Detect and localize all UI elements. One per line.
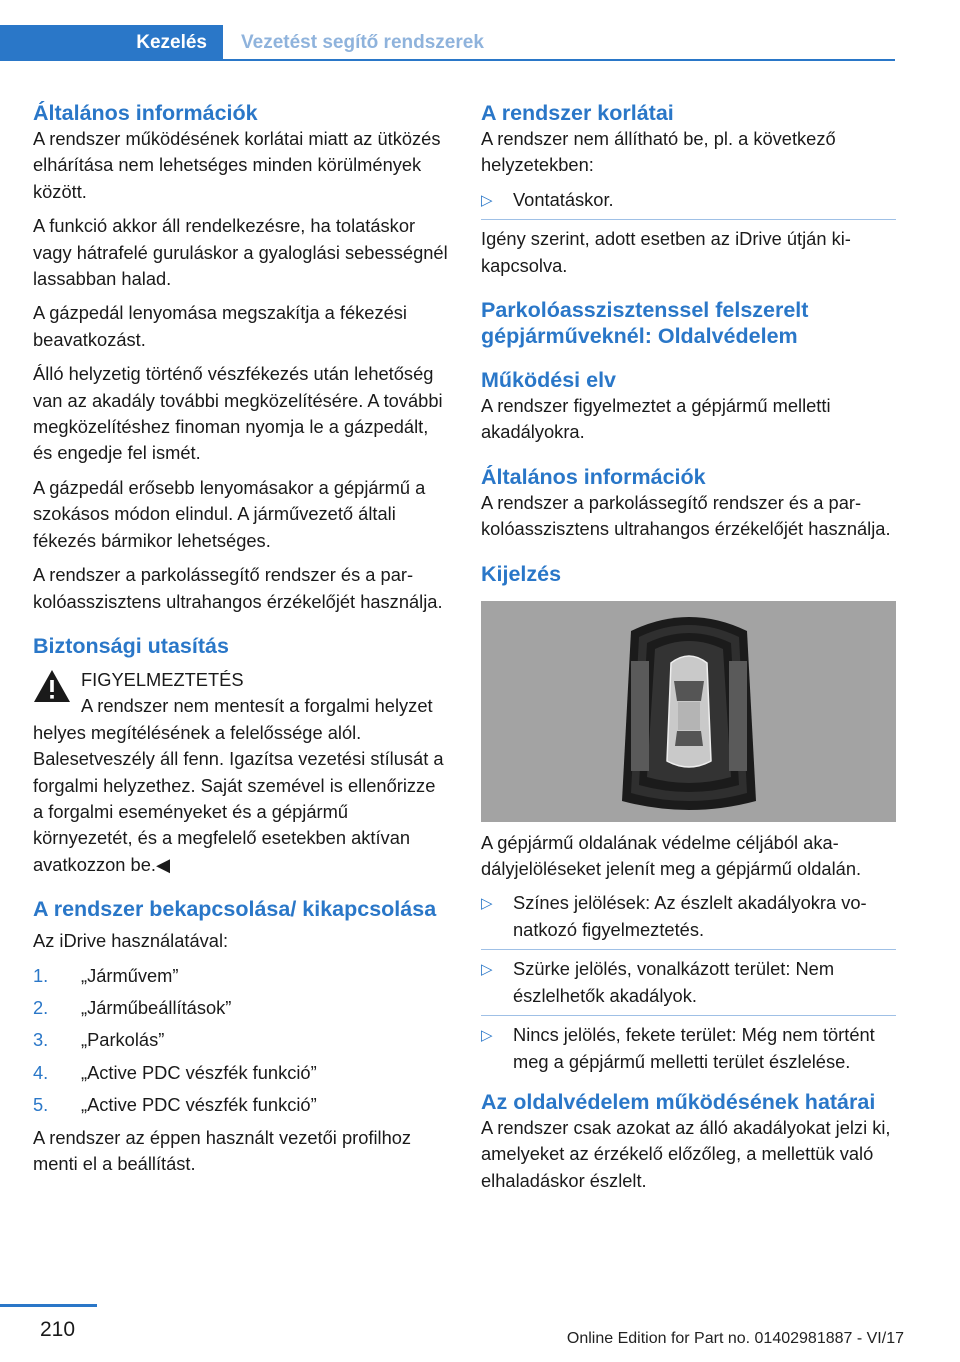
- paragraph: A funkció akkor áll rendelkezésre, ha tolatáskor vagy hátrafelé guruláskor a gyaloglási sebességnél lassabban halad.: [33, 215, 448, 290]
- step-number: 1.: [33, 964, 49, 986]
- warning-text-content: A rendszer nem mentesít a forgalmi helyzet helyes megítélésének a felelőssége alól. Balesetveszély áll fenn. Igazítsa vezetési stílusát a forgalmi helyzethez. Saját szemével is ellenőrizze a forgalmi eseményeket és a gépjármű környezetét, és a megfelelő esetekben aktívan avatkozzon be.◀: [33, 695, 444, 875]
- step-number: 5.: [33, 1094, 49, 1116]
- parking-display-figure: [481, 601, 896, 822]
- paragraph: A rendszer csak azokat az álló akadályokat jelzi ki, amelyeket az érzékelő előzőleg, a mellettük való elhaladáskor észlelt.: [481, 1116, 891, 1191]
- chapter-title: Vezetést segítő rendszerek: [241, 32, 484, 53]
- paragraph: A rendszer az éppen használt vezetői profilhoz menti el a beállítást.: [33, 1126, 412, 1174]
- paragraph: A rendszer nem állítható be, pl. a következő helyzetekben:: [481, 128, 836, 176]
- paragraph: A rendszer a parkolássegítő rendszer és a parkolóasszisztens ultrahangos érzékelőjét használja.: [481, 491, 891, 540]
- heading-safety: Biztonsági utasítás: [33, 633, 229, 658]
- paragraph: A rendszer működésének korlátai miatt az ütközés elhárítása nem lehetséges minden körülmények között.: [33, 128, 441, 202]
- page-number: 210: [40, 1318, 76, 1341]
- paragraph: A gázpedál erősebb lenyomásakor a gépjármű a szokásos módon elindul. A járművezető általi fékezés bármikor lehetséges.: [33, 476, 426, 551]
- left-column: [33, 100, 448, 1185]
- step-number: 2.: [33, 996, 49, 1018]
- list-item: [33, 1092, 448, 1118]
- step-number: 4.: [33, 1061, 49, 1083]
- step-text: „Járműbeállítások”: [81, 996, 232, 1018]
- edition-note: Online Edition for Part no. 01402981887 - VI/17: [566, 1330, 904, 1347]
- footer-rule: [0, 1304, 97, 1307]
- paragraph: A gépjármű oldalának védelme céljából akadályjelöléseket jelenít meg a gépjármű oldalán.: [481, 831, 862, 880]
- triangle-bullet-icon: ▷: [481, 895, 493, 913]
- step-text: „Járművem”: [81, 964, 179, 986]
- step-text: „Active PDC vészfék funkció”: [81, 1094, 317, 1116]
- paragraph: Az iDrive használatával:: [33, 930, 229, 952]
- step-number: 3.: [33, 1029, 49, 1051]
- heading-side-limits: Az oldalvédelem működésének határai: [481, 1089, 876, 1114]
- heading-general-info: Általános információk: [33, 101, 258, 125]
- heading-limits: A rendszer korlátai: [481, 101, 674, 125]
- paragraph: A rendszer a parkolássegítő rendszer és a parkolóasszisztens ultrahangos érzékelőjét használja.: [33, 564, 443, 612]
- heading-general-info-2: Általános információk: [481, 464, 706, 489]
- bullet-list: [481, 890, 896, 1080]
- side-protection-illustration: [481, 601, 896, 822]
- steps-list: [33, 963, 448, 1119]
- paragraph: A gázpedál lenyomása megszakítja a fékezési beavatkozást.: [33, 302, 407, 350]
- paragraph: Igény szerint, adott esetben az iDrive útján kikapcsolva.: [481, 228, 851, 276]
- bullet-text: Vontatáskor.: [513, 188, 614, 210]
- warning-triangle-icon: [33, 669, 71, 703]
- warning-block: [33, 667, 448, 878]
- section-tab-active: Kezelés: [0, 25, 223, 61]
- heading-on-off: A rendszer bekapcsolása/ kikapcsolása: [33, 897, 437, 922]
- bullet-text: Szürke jelölés, vonalkázott terület: Nem észlelhetők akadályok.: [513, 958, 835, 1006]
- triangle-bullet-icon: ▷: [481, 961, 493, 979]
- triangle-bullet-icon: ▷: [481, 1027, 493, 1045]
- list-item: [33, 963, 448, 989]
- bullet-list: [481, 187, 896, 220]
- right-column: [481, 100, 896, 1202]
- paragraph: Álló helyzetig történő vészfékezés után lehetőség van az akadály további megközelítésére. A további megközelítéshez finoman nyomja le a gázpedált, és engedje fel ismét.: [33, 363, 443, 464]
- heading-principle: Működési elv: [481, 368, 617, 393]
- page-header: [0, 25, 895, 63]
- bullet-text: Színes jelölések: Az észlelt akadályokra vonatkozó figyelmeztetés.: [513, 892, 867, 940]
- heading-side-protection: Parkolóasszisztenssel felszerelt gépjárműveknél: Oldalvédelem: [481, 298, 809, 349]
- paragraph: A rendszer figyelmeztet a gépjármű melletti akadályokra.: [481, 395, 831, 443]
- warning-text: [33, 693, 448, 878]
- list-item: [481, 890, 896, 950]
- list-item: [33, 1027, 448, 1053]
- heading-display: Kijelzés: [481, 561, 562, 586]
- bullet-text: Nincs jelölés, fekete terület: Még nem történt meg a gépjármű melletti terület észlelése.: [513, 1024, 875, 1072]
- list-item: [481, 1022, 896, 1081]
- triangle-bullet-icon: ▷: [481, 191, 493, 209]
- list-item: [481, 187, 896, 220]
- step-text: „Parkolás”: [81, 1029, 165, 1051]
- list-item: [481, 956, 896, 1016]
- list-item: [33, 995, 448, 1021]
- list-item: [33, 1060, 448, 1086]
- warning-title: FIGYELMEZTETÉS: [81, 668, 244, 690]
- step-text: „Active PDC vészfék funkció”: [81, 1061, 317, 1083]
- header-rule: [223, 59, 895, 61]
